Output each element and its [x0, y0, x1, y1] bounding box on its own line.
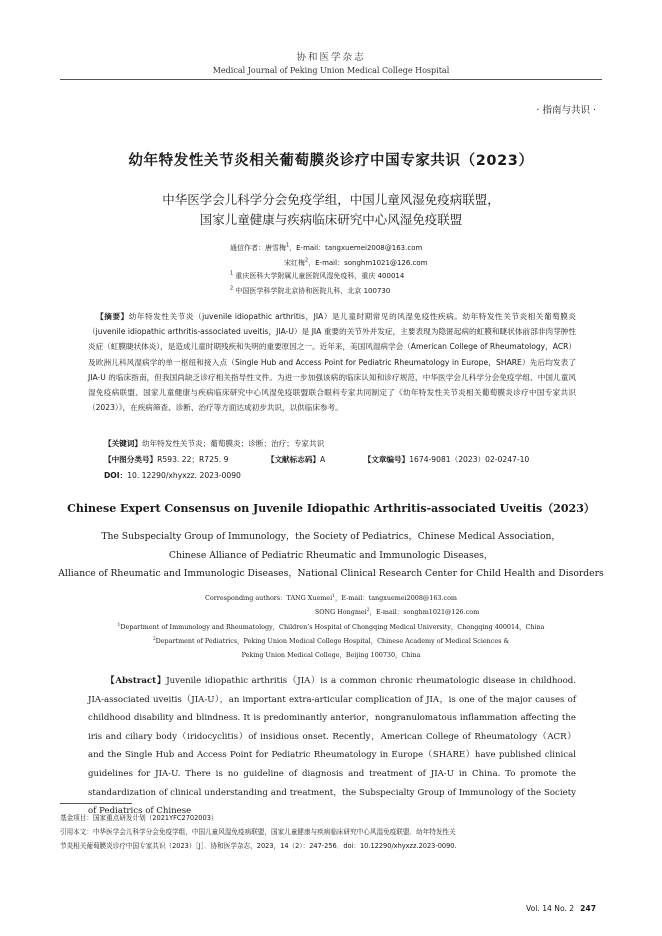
doi-value: 10. 12290/xhyxzz. 2023-0090: [127, 471, 241, 480]
correspondence-en: Corresponding authors：TANG Xuemei$^1$，E-mail：tangxuemei2008@163.com SONG Hongmei$^2$，E-mail：songhm1021@126.com: [205, 593, 480, 616]
correspondence-label: 通信作者：: [230, 244, 265, 252]
doi-line: DOI：10. 12290/xhyxzz. 2023-0090: [104, 471, 241, 480]
authors-en: [0, 528, 662, 584]
abstract-cn-text: 幼年特发性关节炎（juvenile idiopathic arthritis，JIA）是儿童时期常见的风湿免疫性疾病。幼年特发性关节炎相关葡萄膜炎（juvenile idiopathic arthritis-associated uveitis，JIA-U）是 JIA 重要的关节外并发症，主要表现为隐匿起病的虹膜和睫状体前部非肉芽肿性炎症（虹膜睫状体炎），是造成儿童时期残疾和失明的重要原因之一。近年来，美国风湿病学会（American College of Rheumatology，ACR）及欧洲儿科风湿病学的单一枢纽和接入点（Single Hub and Access Point for Pediatric Rheumatology in Europe，SHARE）先后均发表了 JIA-U 的临床指南，但我国尚缺乏诊疗相关指导性文件。为进一步加强该病的临床认知和诊疗规范，中华医学会儿科学分会免疫学组、中国儿童风湿免疫病联盟、国家儿童健康与疾病临床研究中心风湿免疫联盟联合眼科专家共同制定了《幼年特发性关节炎相关葡萄膜炎诊疗中国专家共识（2023）》，在疾病筛查、诊断、治疗等方面达成初步共识，以供临床参考。: [88, 312, 576, 413]
author-email: ，E-mail：tangxuemei2008@163.com: [289, 244, 423, 252]
affiliation-item: $^2$Department of Pediatrics，Peking Union Medical College Hospital，Chinese Academy of Medical Sciences &: [152, 636, 510, 645]
authors-en-line: Chinese Alliance of Pediatric Rheumatic and Immunologic Diseases，: [168, 549, 494, 561]
author-name: 唐雪梅: [265, 244, 286, 252]
volume-info: Vol. 14 No. 2: [526, 904, 575, 913]
article-title-en: Chinese Expert Consensus on Juvenile Idiopathic Arthritis-associated Uveitis（2023）: [67, 502, 595, 515]
journal-title-cn: 协和医学杂志: [296, 52, 366, 63]
abstract-en: [88, 672, 576, 821]
affiliation-item: $^1$Department of Immunology and Rheumatology，Children’s Hospital of Chongqing Medical University，Chongqing 400014，China: [117, 622, 545, 631]
page-footer: [526, 904, 596, 913]
article-title-cn: 幼年特发性关节炎相关葡萄膜炎诊疗中国专家共识（2023）: [128, 153, 534, 169]
abstract-cn: [88, 309, 576, 415]
section-tag: · 指南与共识 ·: [536, 105, 596, 116]
author-name: 宋红梅: [284, 258, 305, 267]
journal-title-en: Medical Journal of Peking Union Medical College Hospital: [212, 66, 450, 75]
affiliation-item: Peking Union Medical College，Beijing 100730，China: [241, 651, 421, 659]
affiliation-item: $^2$ 中国医学科学院北京协和医院儿科，北京 100730: [230, 285, 391, 295]
page-number: 247: [580, 904, 596, 913]
affiliation-item: $^1$ 重庆医科大学附属儿童医院风湿免疫科，重庆 400014: [230, 270, 405, 280]
funding-note: 基金项目：国家重点研发计划（2021YFC2702003）: [60, 814, 218, 822]
abstract-en-label: 【Abstract】: [106, 676, 167, 686]
correspondence-cn: 通信作者：唐雪梅$^1$，E-mail：tangxuemei2008@163.com 宋红梅$^2$，E-mail：songhm1021@126.com: [230, 242, 428, 267]
authors-en-line: Alliance of Rheumatic and Immunologic Diseases，National Clinical Research Center for Child Health and Disorders: [58, 568, 604, 579]
authors-cn-line: 中华医学会儿科学分会免疫学组，中国儿童风湿免疫病联盟，: [162, 192, 500, 207]
abstract-en-text: Juvenile idiopathic arthritis（JIA）is a common chronic rheumatologic disease in childhood. JIA-associated uveitis（JIA-U），an important extra-articular complication of JIA，is one of the major causes of childhood disability and blindness. It is predominantly anterior，nongranulomatous inflammation affecting the iris and ciliary body（iridocyclitis）of insidious onset. Recently，American College of Rheumatology（ACR）and the Single Hub and Access Point for Pediatric Rheumatology in Europe（SHARE）have published clinical guidelines for JIA-U. There is no guideline of diagnosis and treatment of JIA-U in China. To promote the standardization of clinical understanding and treatment，the Subspecialty Group of Immunology of the Society of Pediatrics of Chinese: [88, 676, 576, 817]
author-email: ，E-mail：songhm1021@126.com: [308, 258, 428, 267]
authors-cn-line: 国家儿童健康与疾病临床研究中心风湿免疫联盟: [199, 212, 463, 227]
affiliations-cn: [230, 269, 404, 299]
header-divider: [60, 79, 602, 80]
citation-note: 节炎相关葡萄膜炎诊疗中国专家共识（2023）［J］．协和医学杂志，2023，14（2）：247-256．doi：10.12290/xhyxzz.2023-0090.: [60, 842, 457, 851]
footnote-divider: [60, 803, 132, 804]
authors-cn: [0, 190, 662, 230]
abstract-cn-label: 【摘要】: [95, 312, 129, 321]
citation-note: 引用本文：中华医学会儿科学分会免疫学组，中国儿童风湿免疫病联盟，国家儿童健康与疾病临床研究中心风湿免疫联盟．幼年特发性关: [60, 828, 456, 837]
affiliations-en: [0, 620, 662, 662]
keywords-cn: 【关键词】幼年特发性关节炎；葡萄膜炎；诊断；治疗；专家共识: [104, 439, 325, 448]
footnotes: [60, 811, 605, 854]
classification-line: 【中图分类号】R593. 22；R725. 9 【文献标志码】A 【文章编号】1674-9081（2023）02-0247-10: [104, 455, 530, 464]
authors-en-line: The Subspecialty Group of Immunology，the Society of Pediatrics，Chinese Medical Association，: [101, 531, 561, 542]
